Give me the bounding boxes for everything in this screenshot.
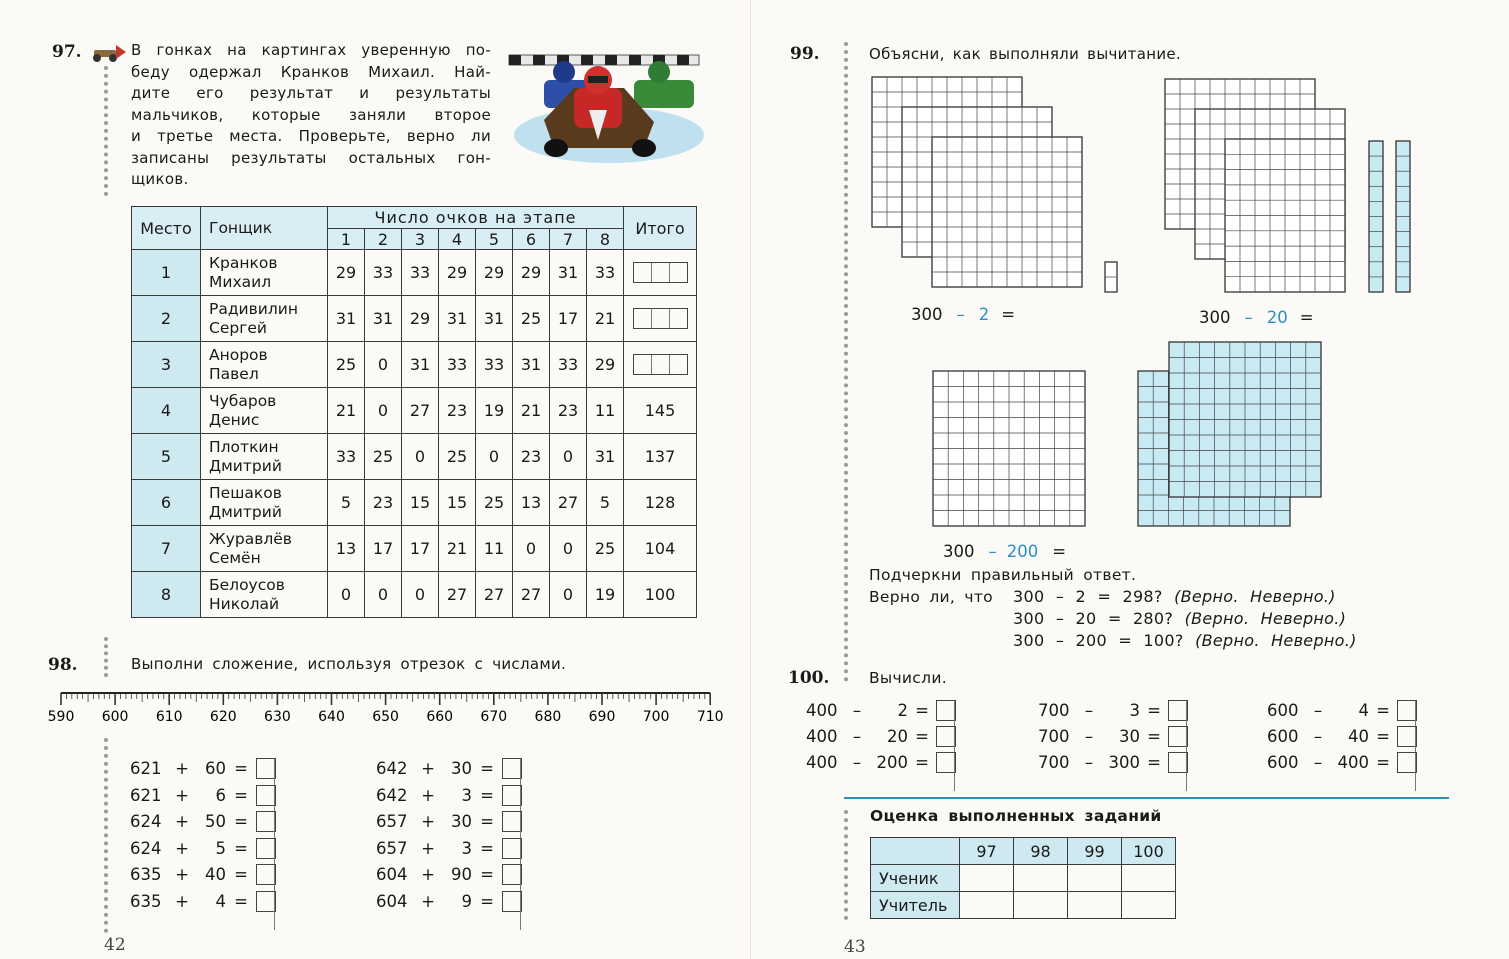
margin-dots <box>104 637 108 677</box>
grading-cell[interactable] <box>1068 892 1122 919</box>
points-cell: 31 <box>550 250 587 296</box>
points-cell: 5 <box>587 480 624 526</box>
points-cell: 11 <box>476 526 513 572</box>
subtraction-exercise: 700 – 30 = <box>1038 726 1188 747</box>
check-statement: 300 – 2 = 298? (Верно. Неверно.) <box>1013 587 1336 606</box>
grading-cell[interactable] <box>1122 865 1176 892</box>
points-cell: 25 <box>476 480 513 526</box>
table-row <box>132 526 697 572</box>
expression-300-2: 300 – 2 = <box>911 305 1016 324</box>
points-cell: 29 <box>328 250 365 296</box>
points-cell: 29 <box>513 250 550 296</box>
answer-box[interactable] <box>256 758 276 779</box>
points-cell: 15 <box>439 480 476 526</box>
stage-header: 5 <box>476 229 513 250</box>
subtraction-exercise: 700 – 3 = <box>1038 700 1188 721</box>
points-cell: 21 <box>513 388 550 434</box>
points-cell: 21 <box>328 388 365 434</box>
answer-box[interactable] <box>936 752 956 773</box>
answer-box[interactable] <box>1397 726 1417 747</box>
question-lead: Верно ли, что <box>869 588 993 606</box>
stage-header: 7 <box>550 229 587 250</box>
grading-row-student: Ученик <box>871 865 960 892</box>
grading-task-header: 97 <box>960 838 1014 865</box>
ruler-label: 690 <box>588 709 616 725</box>
points-cell: 31 <box>439 296 476 342</box>
grading-cell[interactable] <box>1014 892 1068 919</box>
points-cell: 29 <box>476 250 513 296</box>
points-cell: 27 <box>550 480 587 526</box>
ruler-label: 610 <box>155 709 183 725</box>
points-cell: 25 <box>587 526 624 572</box>
task-98-number: 98. <box>48 655 78 675</box>
ruler-label: 620 <box>209 709 237 725</box>
total-cell: 128 <box>624 480 697 526</box>
points-cell: 33 <box>587 250 624 296</box>
place-cell: 1 <box>132 250 201 296</box>
points-cell: 0 <box>328 572 365 618</box>
answer-box[interactable] <box>502 758 522 779</box>
stage-header: 1 <box>328 229 365 250</box>
table-row <box>132 250 697 296</box>
grading-table <box>870 837 1176 919</box>
addition-exercise: 642 + 3 = <box>376 785 522 806</box>
stage-header: 2 <box>365 229 402 250</box>
points-cell: 29 <box>587 342 624 388</box>
racer-name-cell: Белоусов Николай <box>201 572 328 618</box>
answer-box[interactable] <box>256 811 276 832</box>
points-cell: 27 <box>513 572 550 618</box>
verdict-choices[interactable]: (Верно. Неверно.) <box>1174 587 1336 606</box>
place-cell: 2 <box>132 296 201 342</box>
ruler-label: 660 <box>426 709 454 725</box>
points-cell: 0 <box>402 572 439 618</box>
points-cell: 0 <box>476 434 513 480</box>
ruler-label: 630 <box>264 709 291 725</box>
points-cell: 0 <box>550 526 587 572</box>
points-cell: 31 <box>402 342 439 388</box>
grading-cell[interactable] <box>1122 892 1176 919</box>
addition-exercise: 642 + 30 = <box>376 758 522 779</box>
verdict-choices[interactable]: (Верно. Неверно.) <box>1184 609 1347 628</box>
total-answer-box[interactable] <box>624 296 697 342</box>
ruler-label: 700 <box>642 709 670 725</box>
stage-header: 4 <box>439 229 476 250</box>
racer-name-cell: Аноров Павел <box>201 342 328 388</box>
table-row <box>132 342 697 388</box>
hundred-grid <box>933 371 1085 526</box>
points-cell: 25 <box>513 296 550 342</box>
grading-task-header: 99 <box>1068 838 1122 865</box>
header-total: Итого <box>624 207 697 250</box>
margin-dots <box>104 738 108 933</box>
points-cell: 31 <box>587 434 624 480</box>
points-cell: 33 <box>439 342 476 388</box>
points-cell: 25 <box>365 434 402 480</box>
task-99-number: 99. <box>790 44 820 64</box>
place-cell: 7 <box>132 526 201 572</box>
points-cell: 33 <box>328 434 365 480</box>
hundred-grid <box>932 137 1082 287</box>
subtraction-exercise: 400 – 20 = <box>806 726 956 747</box>
table-row <box>132 434 697 480</box>
answer-box[interactable] <box>1168 752 1188 773</box>
points-cell: 25 <box>328 342 365 388</box>
addition-exercise: 657 + 30 = <box>376 811 522 832</box>
ruler-label: 670 <box>480 709 508 725</box>
points-cell: 13 <box>513 480 550 526</box>
kart-small-icon <box>88 42 128 64</box>
place-cell: 6 <box>132 480 201 526</box>
grading-cell[interactable] <box>960 865 1014 892</box>
points-cell: 31 <box>513 342 550 388</box>
page-number: 42 <box>104 935 126 955</box>
points-cell: 31 <box>365 296 402 342</box>
stage-header: 3 <box>402 229 439 250</box>
answer-box[interactable] <box>936 700 956 721</box>
header-place: Место <box>132 207 201 250</box>
grading-cell[interactable] <box>1014 865 1068 892</box>
stage-header: 6 <box>513 229 550 250</box>
answer-box[interactable] <box>502 864 522 885</box>
points-cell: 25 <box>439 434 476 480</box>
points-cell: 17 <box>402 526 439 572</box>
table-row <box>132 388 697 434</box>
points-cell: 23 <box>365 480 402 526</box>
points-cell: 0 <box>365 342 402 388</box>
points-cell: 31 <box>328 296 365 342</box>
place-cell: 4 <box>132 388 201 434</box>
stage-header: 8 <box>587 229 624 250</box>
check-statement: 300 – 200 = 100? (Верно. Неверно.) <box>1013 631 1357 650</box>
margin-dots <box>844 42 848 682</box>
karting-illustration <box>504 40 704 165</box>
margin-dots <box>104 66 108 196</box>
points-cell: 0 <box>365 388 402 434</box>
header-points: Число очков на этапе <box>328 207 624 229</box>
hundred-grid-cut <box>1225 139 1345 292</box>
points-cell: 17 <box>365 526 402 572</box>
task-99-text: Объясни, как выполняли вычитание. <box>869 45 1181 63</box>
grading-task-header: 100 <box>1122 838 1176 865</box>
ruler-label: 600 <box>101 709 129 725</box>
place-cell: 8 <box>132 572 201 618</box>
units-cells <box>1105 262 1117 292</box>
racer-name-cell: Чубаров Денис <box>201 388 328 434</box>
points-cell: 0 <box>365 572 402 618</box>
task-100-number: 100. <box>788 668 830 688</box>
ruler-label: 590 <box>47 709 75 725</box>
addition-exercise: 657 + 3 = <box>376 838 522 859</box>
answer-box[interactable] <box>502 891 522 912</box>
points-cell: 0 <box>550 434 587 480</box>
subtraction-exercise: 400 – 200 = <box>806 752 956 773</box>
points-cell: 29 <box>402 296 439 342</box>
addition-exercise: 621 + 60 = <box>130 758 276 779</box>
points-cell: 33 <box>365 250 402 296</box>
answer-box[interactable] <box>1397 752 1417 773</box>
addition-exercise: 624 + 5 = <box>130 838 276 859</box>
subtraction-exercise: 400 – 2 = <box>806 700 956 721</box>
ruler-label: 640 <box>318 709 345 725</box>
grading-corner <box>871 838 960 865</box>
answer-box[interactable] <box>502 838 522 859</box>
points-cell: 17 <box>550 296 587 342</box>
answer-box[interactable] <box>256 864 276 885</box>
answer-box[interactable] <box>502 811 522 832</box>
header-racer: Гонщик <box>201 207 328 250</box>
racer-name-cell: Кранков Михаил <box>201 250 328 296</box>
points-cell: 29 <box>439 250 476 296</box>
points-cell: 19 <box>476 388 513 434</box>
task-100-text: Вычисли. <box>869 669 947 687</box>
answer-box[interactable] <box>256 785 276 806</box>
grading-title: Оценка выполненных заданий <box>870 807 1162 825</box>
place-cell: 3 <box>132 342 201 388</box>
answer-box[interactable] <box>256 891 276 912</box>
total-answer-box[interactable] <box>624 250 697 296</box>
ten-strip <box>1369 141 1383 292</box>
points-cell: 21 <box>587 296 624 342</box>
total-cell: 100 <box>624 572 697 618</box>
table-row <box>132 296 697 342</box>
subtraction-exercise: 600 – 40 = <box>1267 726 1417 747</box>
hundreds-grids-figure <box>869 74 1509 534</box>
subtraction-exercise: 600 – 4 = <box>1267 700 1417 721</box>
points-cell: 33 <box>402 250 439 296</box>
points-cell: 21 <box>439 526 476 572</box>
total-answer-box[interactable] <box>624 342 697 388</box>
addition-exercise: 604 + 9 = <box>376 891 522 912</box>
right-page <box>750 0 1501 959</box>
underline-prompt: Подчеркни правильный ответ. <box>869 566 1137 584</box>
points-cell: 19 <box>587 572 624 618</box>
total-cell: 137 <box>624 434 697 480</box>
racer-name-cell: Плоткин Дмитрий <box>201 434 328 480</box>
points-cell: 33 <box>476 342 513 388</box>
points-cell: 31 <box>476 296 513 342</box>
task-97-number: 97. <box>52 42 82 62</box>
task-98-text: Выполни сложение, используя отрезок с числами. <box>131 655 567 673</box>
race-results-table <box>131 206 697 618</box>
racer-name-cell: Радивилин Сергей <box>201 296 328 342</box>
margin-dots <box>844 810 848 920</box>
answer-box[interactable] <box>1168 726 1188 747</box>
place-cell: 5 <box>132 434 201 480</box>
points-cell: 23 <box>550 388 587 434</box>
grading-cell[interactable] <box>960 892 1014 919</box>
divider-line <box>844 797 1449 799</box>
ruler-label: 650 <box>372 709 399 725</box>
hundred-grid-shaded <box>1169 342 1321 497</box>
table-row <box>132 572 697 618</box>
answer-box[interactable] <box>256 838 276 859</box>
answer-box[interactable] <box>502 785 522 806</box>
answer-box[interactable] <box>1397 700 1417 721</box>
points-cell: 0 <box>402 434 439 480</box>
ruler-label: 680 <box>534 709 562 725</box>
points-cell: 5 <box>328 480 365 526</box>
grading-row-teacher: Учитель <box>871 892 960 919</box>
total-cell: 145 <box>624 388 697 434</box>
points-cell: 27 <box>402 388 439 434</box>
expression-300-200: 300 – 200 = <box>943 542 1067 561</box>
addition-exercise: 635 + 4 = <box>130 891 276 912</box>
addition-exercise: 604 + 90 = <box>376 864 522 885</box>
subtraction-exercise: 600 – 400 = <box>1267 752 1417 773</box>
addition-exercise: 624 + 50 = <box>130 811 276 832</box>
racer-name-cell: Пешаков Дмитрий <box>201 480 328 526</box>
points-cell: 11 <box>587 388 624 434</box>
points-cell: 13 <box>328 526 365 572</box>
total-cell: 104 <box>624 526 697 572</box>
left-page <box>0 0 750 959</box>
ten-strip <box>1396 141 1410 292</box>
addition-exercise: 635 + 40 = <box>130 864 276 885</box>
table-row <box>132 480 697 526</box>
points-cell: 23 <box>513 434 550 480</box>
grading-task-header: 98 <box>1014 838 1068 865</box>
points-cell: 33 <box>550 342 587 388</box>
verdict-choices[interactable]: (Верно. Неверно.) <box>1195 631 1357 650</box>
page-number: 43 <box>844 937 866 957</box>
addition-exercise: 621 + 6 = <box>130 785 276 806</box>
points-cell: 0 <box>550 572 587 618</box>
points-cell: 15 <box>402 480 439 526</box>
grading-cell[interactable] <box>1068 865 1122 892</box>
answer-box[interactable] <box>936 726 956 747</box>
ruler-label: 710 <box>696 709 724 725</box>
points-cell: 27 <box>439 572 476 618</box>
points-cell: 23 <box>439 388 476 434</box>
check-statement: 300 – 20 = 280? (Верно. Неверно.) <box>1013 609 1347 628</box>
points-cell: 0 <box>513 526 550 572</box>
racer-name-cell: Журавлёв Семён <box>201 526 328 572</box>
expression-300-20: 300 – 20 = <box>1199 308 1314 327</box>
subtraction-exercise: 700 – 300 = <box>1038 752 1188 773</box>
task-97-text: В гонках на картингах уверенную по- беду одержал Кранков Михаил. Най- дите его результат и результаты мальчиков, которые заняли второе и третье места. Проверьте, верно ли записаны результаты остальных гон- щиков. <box>131 41 491 188</box>
answer-box[interactable] <box>1168 700 1188 721</box>
points-cell: 27 <box>476 572 513 618</box>
number-ruler <box>47 683 724 733</box>
